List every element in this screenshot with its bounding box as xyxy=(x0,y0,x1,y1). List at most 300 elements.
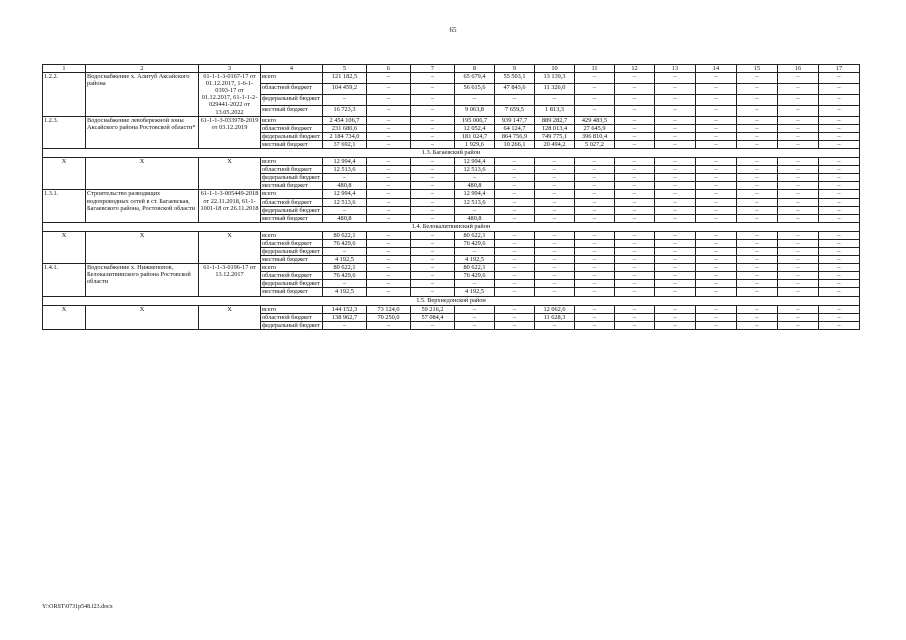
amount-cell: – xyxy=(495,214,535,222)
amount-cell: 12 513,6 xyxy=(455,198,495,206)
amount-cell: – xyxy=(655,239,696,247)
amount-cell: – xyxy=(615,190,655,198)
amount-cell: – xyxy=(411,214,455,222)
amount-cell: 195 006,7 xyxy=(455,116,495,124)
amount-cell: – xyxy=(411,83,455,94)
amount-cell: – xyxy=(535,214,575,222)
amount-cell: – xyxy=(696,247,737,255)
funding-source-label: всего xyxy=(261,231,323,239)
amount-cell: – xyxy=(655,198,696,206)
amount-cell: – xyxy=(411,321,455,329)
amount-cell: – xyxy=(737,132,778,140)
amount-cell: 37 692,1 xyxy=(323,140,367,148)
amount-cell: – xyxy=(495,231,535,239)
amount-cell: – xyxy=(575,73,615,84)
amount-cell: 4 192,5 xyxy=(455,288,495,296)
amount-cell: – xyxy=(615,73,655,84)
project-name: Строительство разводящих водопроводных сетей в ст. Багаевская, Багаевского района, Ростовской области xyxy=(86,190,199,222)
funding-source-label: федеральный бюджет xyxy=(261,280,323,288)
row-number: 1.2.2. xyxy=(43,73,86,117)
amount-cell: – xyxy=(367,124,411,132)
amount-cell: 480,8 xyxy=(323,214,367,222)
section-row xyxy=(43,222,860,231)
amount-cell: – xyxy=(655,256,696,264)
amount-cell: – xyxy=(367,239,411,247)
amount-cell: – xyxy=(615,83,655,94)
project-name: Х xyxy=(86,305,199,329)
amount-cell: – xyxy=(778,280,819,288)
amount-cell: – xyxy=(655,73,696,84)
funding-source-label: областной бюджет xyxy=(261,198,323,206)
amount-cell: 864 756,9 xyxy=(495,132,535,140)
amount-cell: – xyxy=(411,272,455,280)
amount-cell: – xyxy=(737,73,778,84)
amount-cell: – xyxy=(778,256,819,264)
budget-table xyxy=(42,64,860,330)
amount-cell: 65 679,4 xyxy=(455,73,495,84)
amount-cell: – xyxy=(535,190,575,198)
funding-source-label: областной бюджет xyxy=(261,124,323,132)
amount-cell: 11 628,3 xyxy=(535,313,575,321)
table-row xyxy=(43,305,860,313)
amount-cell: 12 994,4 xyxy=(455,190,495,198)
amount-cell: – xyxy=(819,83,860,94)
amount-cell: 1 929,6 xyxy=(455,140,495,148)
amount-cell: – xyxy=(535,206,575,214)
amount-cell: – xyxy=(575,83,615,94)
amount-cell: – xyxy=(367,182,411,190)
amount-cell: – xyxy=(535,264,575,272)
amount-cell: – xyxy=(778,132,819,140)
amount-cell: – xyxy=(367,231,411,239)
amount-cell: – xyxy=(367,105,411,116)
amount-cell: – xyxy=(575,256,615,264)
amount-cell: – xyxy=(655,264,696,272)
amount-cell: 76 429,6 xyxy=(455,272,495,280)
funding-source-label: местный бюджет xyxy=(261,214,323,222)
column-number: 17 xyxy=(819,65,860,73)
amount-cell: – xyxy=(655,94,696,105)
amount-cell: – xyxy=(737,256,778,264)
column-number: 3 xyxy=(199,65,261,73)
project-document: 61-1-1-3-0167-17 от 01.12.2017, 1-6-1-0393-17 от 01.12.2017, 61-1-1-2-029441-2022 от 13.05.2022 xyxy=(199,73,261,117)
amount-cell: 80 622,1 xyxy=(323,231,367,239)
amount-cell: – xyxy=(819,182,860,190)
funding-source-label: областной бюджет xyxy=(261,166,323,174)
amount-cell: – xyxy=(615,256,655,264)
amount-cell: – xyxy=(615,124,655,132)
amount-cell: – xyxy=(819,231,860,239)
amount-cell: – xyxy=(411,231,455,239)
column-number: 9 xyxy=(495,65,535,73)
project-document: 61-1-1-3-0196-17 от 13.12.2017 xyxy=(199,264,261,296)
amount-cell: – xyxy=(655,132,696,140)
amount-cell: – xyxy=(778,231,819,239)
funding-source-label: областной бюджет xyxy=(261,239,323,247)
amount-cell: – xyxy=(615,214,655,222)
amount-cell: – xyxy=(615,182,655,190)
amount-cell: – xyxy=(411,288,455,296)
amount-cell: – xyxy=(696,198,737,206)
amount-cell: 104 459,2 xyxy=(323,83,367,94)
column-number: 10 xyxy=(535,65,575,73)
amount-cell: – xyxy=(819,305,860,313)
amount-cell: – xyxy=(495,174,535,182)
amount-cell: – xyxy=(495,190,535,198)
amount-cell: – xyxy=(819,256,860,264)
amount-cell: – xyxy=(411,124,455,132)
column-number: 5 xyxy=(323,65,367,73)
project-document: Х xyxy=(199,158,261,190)
amount-cell: – xyxy=(819,116,860,124)
amount-cell: – xyxy=(535,166,575,174)
amount-cell: – xyxy=(615,239,655,247)
amount-cell: – xyxy=(696,166,737,174)
amount-cell: 57 084,4 xyxy=(411,313,455,321)
table-row xyxy=(43,158,860,166)
amount-cell: – xyxy=(819,264,860,272)
amount-cell: – xyxy=(411,182,455,190)
amount-cell: – xyxy=(575,305,615,313)
amount-cell: – xyxy=(615,313,655,321)
amount-cell: – xyxy=(696,83,737,94)
amount-cell: – xyxy=(535,256,575,264)
amount-cell: – xyxy=(367,264,411,272)
amount-cell: – xyxy=(819,190,860,198)
column-number: 6 xyxy=(367,65,411,73)
amount-cell: – xyxy=(655,83,696,94)
amount-cell: – xyxy=(411,280,455,288)
amount-cell: 12 062,6 xyxy=(535,305,575,313)
amount-cell: – xyxy=(655,247,696,255)
amount-cell: – xyxy=(615,174,655,182)
column-number-row xyxy=(43,65,860,73)
project-name: Водоснабжение х. Алитуб Аксайского района xyxy=(86,73,199,117)
amount-cell: – xyxy=(655,231,696,239)
amount-cell: – xyxy=(778,190,819,198)
section-title: 1.4. Белокалитвинский район xyxy=(43,222,860,231)
amount-cell: – xyxy=(575,166,615,174)
funding-source-label: федеральный бюджет xyxy=(261,247,323,255)
amount-cell: – xyxy=(696,105,737,116)
section-row xyxy=(43,149,860,158)
amount-cell: – xyxy=(655,124,696,132)
amount-cell: – xyxy=(575,214,615,222)
amount-cell: – xyxy=(495,321,535,329)
amount-cell: 76 429,6 xyxy=(323,272,367,280)
amount-cell: – xyxy=(737,206,778,214)
amount-cell: – xyxy=(367,198,411,206)
project-name: Водоснабжение х. Нижнепопов, Белокалитвинского района Ростовской области xyxy=(86,264,199,296)
funding-source-label: федеральный бюджет xyxy=(261,94,323,105)
amount-cell: – xyxy=(737,124,778,132)
amount-cell: – xyxy=(615,288,655,296)
amount-cell: – xyxy=(819,280,860,288)
amount-cell: – xyxy=(495,305,535,313)
row-number: 1.4.1. xyxy=(43,264,86,296)
column-number: 13 xyxy=(655,65,696,73)
amount-cell: – xyxy=(737,166,778,174)
amount-cell: – xyxy=(655,116,696,124)
amount-cell: 20 494,2 xyxy=(535,140,575,148)
amount-cell: – xyxy=(778,239,819,247)
amount-cell: – xyxy=(411,190,455,198)
amount-cell: 396 810,4 xyxy=(575,132,615,140)
amount-cell: – xyxy=(696,73,737,84)
funding-source-label: всего xyxy=(261,158,323,166)
amount-cell: – xyxy=(411,198,455,206)
amount-cell: 4 192,5 xyxy=(455,256,495,264)
amount-cell: 12 513,6 xyxy=(455,166,495,174)
amount-cell: – xyxy=(655,105,696,116)
amount-cell: – xyxy=(411,239,455,247)
amount-cell: – xyxy=(696,272,737,280)
amount-cell: – xyxy=(367,256,411,264)
amount-cell: – xyxy=(819,174,860,182)
funding-source-label: федеральный бюджет xyxy=(261,321,323,329)
column-number: 8 xyxy=(455,65,495,73)
footer-file-path: Y:\ORST\0731p548.f23.docx xyxy=(42,604,113,610)
amount-cell: – xyxy=(655,190,696,198)
funding-source-label: местный бюджет xyxy=(261,140,323,148)
amount-cell: 27 645,9 xyxy=(575,124,615,132)
amount-cell: – xyxy=(367,94,411,105)
amount-cell: – xyxy=(819,140,860,148)
amount-cell: – xyxy=(575,174,615,182)
amount-cell: 59 216,2 xyxy=(411,305,455,313)
amount-cell: – xyxy=(696,174,737,182)
funding-source-label: всего xyxy=(261,116,323,124)
row-number: Х xyxy=(43,231,86,263)
funding-source-label: областной бюджет xyxy=(261,313,323,321)
amount-cell: – xyxy=(455,206,495,214)
amount-cell: – xyxy=(696,305,737,313)
amount-cell: 5 027,2 xyxy=(575,140,615,148)
amount-cell: 1 813,3 xyxy=(535,105,575,116)
amount-cell: – xyxy=(737,321,778,329)
column-number: 16 xyxy=(778,65,819,73)
amount-cell: – xyxy=(367,132,411,140)
amount-cell: – xyxy=(411,116,455,124)
amount-cell: – xyxy=(411,264,455,272)
amount-cell: – xyxy=(778,272,819,280)
column-number: 7 xyxy=(411,65,455,73)
amount-cell: 121 182,5 xyxy=(323,73,367,84)
row-number: 1.2.3. xyxy=(43,116,86,148)
amount-cell: 889 282,7 xyxy=(535,116,575,124)
amount-cell: – xyxy=(615,94,655,105)
amount-cell: – xyxy=(696,140,737,148)
amount-cell: – xyxy=(615,272,655,280)
amount-cell: – xyxy=(819,239,860,247)
amount-cell: – xyxy=(323,280,367,288)
amount-cell: – xyxy=(655,182,696,190)
amount-cell: – xyxy=(575,321,615,329)
amount-cell: – xyxy=(575,313,615,321)
amount-cell: – xyxy=(411,174,455,182)
amount-cell: – xyxy=(696,214,737,222)
amount-cell: – xyxy=(615,198,655,206)
amount-cell: – xyxy=(455,94,495,105)
amount-cell: – xyxy=(696,158,737,166)
amount-cell: – xyxy=(778,94,819,105)
amount-cell: – xyxy=(367,272,411,280)
amount-cell: – xyxy=(411,140,455,148)
amount-cell: 138 962,7 xyxy=(323,313,367,321)
table-body xyxy=(43,65,860,330)
amount-cell: – xyxy=(575,247,615,255)
amount-cell: – xyxy=(778,198,819,206)
amount-cell: 12 513,6 xyxy=(323,166,367,174)
amount-cell: – xyxy=(778,206,819,214)
amount-cell: 80 622,1 xyxy=(323,264,367,272)
amount-cell: – xyxy=(778,124,819,132)
amount-cell: – xyxy=(655,174,696,182)
amount-cell: – xyxy=(495,182,535,190)
amount-cell: – xyxy=(655,305,696,313)
amount-cell: – xyxy=(737,94,778,105)
amount-cell: – xyxy=(737,140,778,148)
column-number: 14 xyxy=(696,65,737,73)
amount-cell: – xyxy=(819,288,860,296)
amount-cell: – xyxy=(737,231,778,239)
project-document: 61-1-1-3-033978-2019 от 03.12.2019 xyxy=(199,116,261,148)
amount-cell: 231 680,6 xyxy=(323,124,367,132)
amount-cell: 12 052,4 xyxy=(455,124,495,132)
amount-cell: 480,8 xyxy=(323,182,367,190)
amount-cell: – xyxy=(615,140,655,148)
amount-cell: – xyxy=(495,166,535,174)
amount-cell: – xyxy=(455,321,495,329)
amount-cell: 12 994,4 xyxy=(323,158,367,166)
amount-cell: – xyxy=(696,124,737,132)
amount-cell: – xyxy=(778,83,819,94)
amount-cell: 939 147,7 xyxy=(495,116,535,124)
amount-cell: – xyxy=(575,105,615,116)
amount-cell: – xyxy=(323,247,367,255)
amount-cell: – xyxy=(535,239,575,247)
amount-cell: – xyxy=(737,264,778,272)
page-number: 65 xyxy=(449,26,457,34)
amount-cell: 73 124,0 xyxy=(367,305,411,313)
amount-cell: – xyxy=(535,247,575,255)
amount-cell: – xyxy=(778,140,819,148)
amount-cell: 10 266,1 xyxy=(495,140,535,148)
amount-cell: – xyxy=(819,198,860,206)
amount-cell: – xyxy=(778,105,819,116)
amount-cell: – xyxy=(535,272,575,280)
amount-cell: – xyxy=(575,239,615,247)
amount-cell: – xyxy=(655,214,696,222)
amount-cell: – xyxy=(495,264,535,272)
amount-cell: – xyxy=(819,313,860,321)
amount-cell: – xyxy=(495,280,535,288)
amount-cell: – xyxy=(737,174,778,182)
amount-cell: – xyxy=(575,94,615,105)
amount-cell: – xyxy=(696,264,737,272)
amount-cell: – xyxy=(696,206,737,214)
funding-source-label: всего xyxy=(261,305,323,313)
amount-cell: 429 483,5 xyxy=(575,116,615,124)
section-row xyxy=(43,296,860,305)
amount-cell: – xyxy=(535,94,575,105)
table-row xyxy=(43,190,860,198)
amount-cell: – xyxy=(778,321,819,329)
amount-cell: – xyxy=(367,73,411,84)
amount-cell: – xyxy=(411,73,455,84)
amount-cell: – xyxy=(323,206,367,214)
amount-cell: – xyxy=(615,321,655,329)
amount-cell: – xyxy=(575,190,615,198)
amount-cell: – xyxy=(615,116,655,124)
section-title: 1.3. Багаевский район xyxy=(43,149,860,158)
amount-cell: – xyxy=(535,288,575,296)
amount-cell: – xyxy=(411,247,455,255)
amount-cell: 13 139,3 xyxy=(535,73,575,84)
amount-cell: 480,8 xyxy=(455,182,495,190)
amount-cell: – xyxy=(367,116,411,124)
amount-cell: – xyxy=(778,247,819,255)
amount-cell: – xyxy=(495,158,535,166)
funding-source-label: всего xyxy=(261,264,323,272)
amount-cell: – xyxy=(411,94,455,105)
amount-cell: – xyxy=(575,288,615,296)
amount-cell: – xyxy=(323,94,367,105)
amount-cell: – xyxy=(737,305,778,313)
amount-cell: – xyxy=(495,272,535,280)
amount-cell: – xyxy=(535,321,575,329)
amount-cell: – xyxy=(615,247,655,255)
amount-cell: – xyxy=(655,166,696,174)
amount-cell: 47 843,6 xyxy=(495,83,535,94)
amount-cell: – xyxy=(655,272,696,280)
table-row xyxy=(43,264,860,272)
amount-cell: – xyxy=(367,166,411,174)
amount-cell: – xyxy=(367,174,411,182)
amount-cell: – xyxy=(495,206,535,214)
amount-cell: – xyxy=(575,198,615,206)
amount-cell: – xyxy=(455,305,495,313)
amount-cell: – xyxy=(737,190,778,198)
amount-cell: 4 192,5 xyxy=(323,256,367,264)
amount-cell: 64 124,7 xyxy=(495,124,535,132)
amount-cell: – xyxy=(655,140,696,148)
amount-cell: 11 326,0 xyxy=(535,83,575,94)
amount-cell: – xyxy=(455,247,495,255)
amount-cell: – xyxy=(575,231,615,239)
amount-cell: 80 622,1 xyxy=(455,231,495,239)
amount-cell: – xyxy=(575,272,615,280)
funding-source-label: федеральный бюджет xyxy=(261,174,323,182)
amount-cell: 12 994,4 xyxy=(455,158,495,166)
amount-cell: – xyxy=(411,166,455,174)
amount-cell: – xyxy=(819,214,860,222)
amount-cell: – xyxy=(737,116,778,124)
amount-cell: – xyxy=(535,280,575,288)
amount-cell: – xyxy=(455,174,495,182)
amount-cell: – xyxy=(411,158,455,166)
amount-cell: – xyxy=(455,280,495,288)
amount-cell: 12 994,4 xyxy=(323,190,367,198)
amount-cell: 128 013,4 xyxy=(535,124,575,132)
funding-source-label: местный бюджет xyxy=(261,256,323,264)
table-row xyxy=(43,73,860,84)
amount-cell: – xyxy=(615,166,655,174)
amount-cell: – xyxy=(696,256,737,264)
funding-source-label: федеральный бюджет xyxy=(261,132,323,140)
amount-cell: 76 429,6 xyxy=(455,239,495,247)
amount-cell: – xyxy=(615,305,655,313)
